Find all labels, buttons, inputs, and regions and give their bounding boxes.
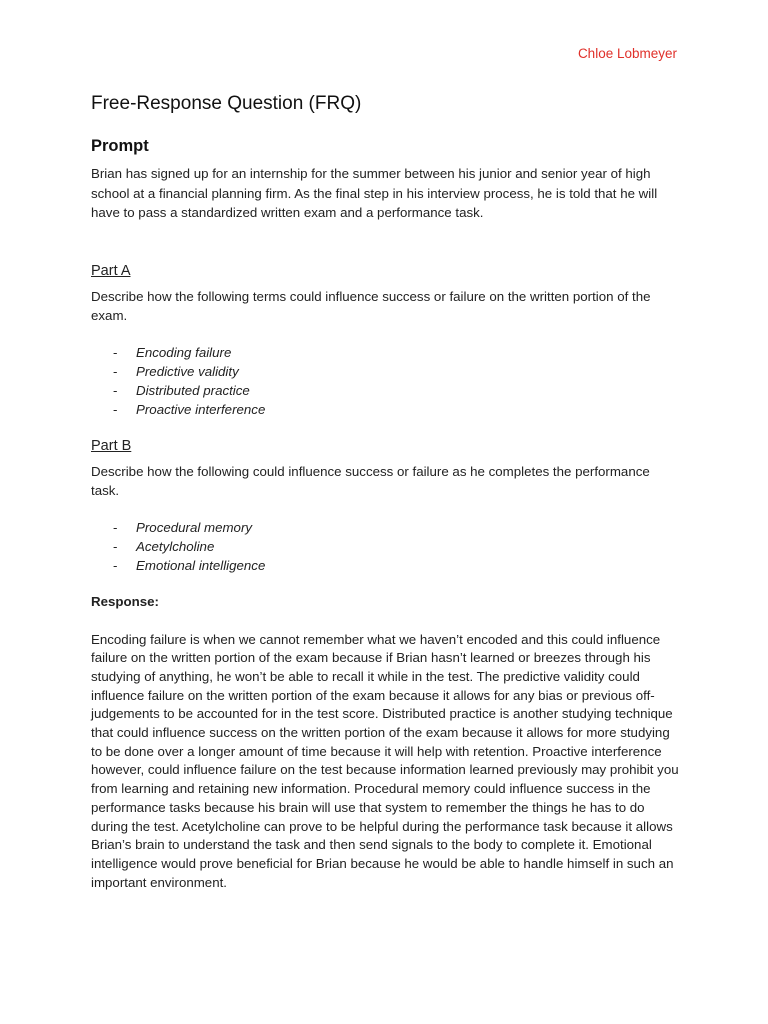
list-marker: - (113, 382, 118, 398)
part-b-heading: Part B (91, 437, 132, 454)
list-item (91, 381, 681, 400)
list-item (91, 362, 681, 381)
prompt-text: Brian has signed up for an internship for the summer between his junior and senior year of high school at a financial planning firm. As the final step in his interview process, he is told that he will have to pass a standardized written exam and a performance task. (91, 166, 658, 220)
term-text: Acetylcholine (136, 538, 215, 554)
term-text: Emotional intelligence (136, 557, 266, 573)
list-item (91, 556, 681, 575)
term-text: Proactive interference (136, 401, 266, 417)
list-marker: - (113, 401, 118, 417)
part-b-text: Describe how the following could influence success or failure as he completes the performance task. (91, 463, 650, 498)
list-item (91, 537, 681, 556)
list-item (91, 343, 681, 362)
part-a-text: Describe how the following terms could influence success or failure on the written portion of the exam. (91, 288, 651, 323)
document-title: Free-Response Question (FRQ) (91, 93, 362, 114)
term-text: Predictive validity (136, 363, 239, 379)
response-text: Encoding failure is when we cannot remember what we haven’t encoded and this could influence failure on the written portion of the exam because if Brian hasn’t learned or breezes through his studying of anything, he won’t be able to recall it while in the test. The predictive validity could influence failure on the written portion of the exam because it allows for any bias or previous off-judgements to be accounted for in the test score. Distributed practice is another studying technique that could influence success on the written portion of the exam because it allows for more studying to be done over a longer amount of time because it will help with retention. Proactive interference however, could influence failure on the test because information learned previously may prohibit you from learning and retaining new information. Procedural memory could influence success in the performance tasks because his brain will use that system to remember the things he has to do during the test. Acetylcholine can prove to be helpful during the performance task because it allows Brian’s brain to understand the task and then send signals to the body to complete it. Emotional intelligence would prove beneficial for Brian because he would be able to handle himself in such an important environment. (91, 631, 679, 890)
part-a-term-list (91, 343, 681, 419)
part-a-heading: Part A (91, 262, 131, 279)
term-text: Procedural memory (136, 519, 253, 535)
author-name: Chloe Lobmeyer (577, 46, 677, 61)
list-item (91, 400, 681, 419)
term-text: Encoding failure (136, 344, 232, 360)
list-item (91, 518, 681, 537)
part-b-term-list (91, 518, 681, 575)
prompt-heading: Prompt (91, 137, 149, 155)
list-marker: - (113, 557, 118, 573)
list-marker: - (113, 538, 118, 554)
list-marker: - (113, 519, 118, 535)
response-label: Response: (91, 593, 159, 609)
document-body (91, 93, 681, 892)
term-text: Distributed practice (136, 382, 250, 398)
list-marker: - (113, 363, 118, 379)
list-marker: - (113, 344, 118, 360)
